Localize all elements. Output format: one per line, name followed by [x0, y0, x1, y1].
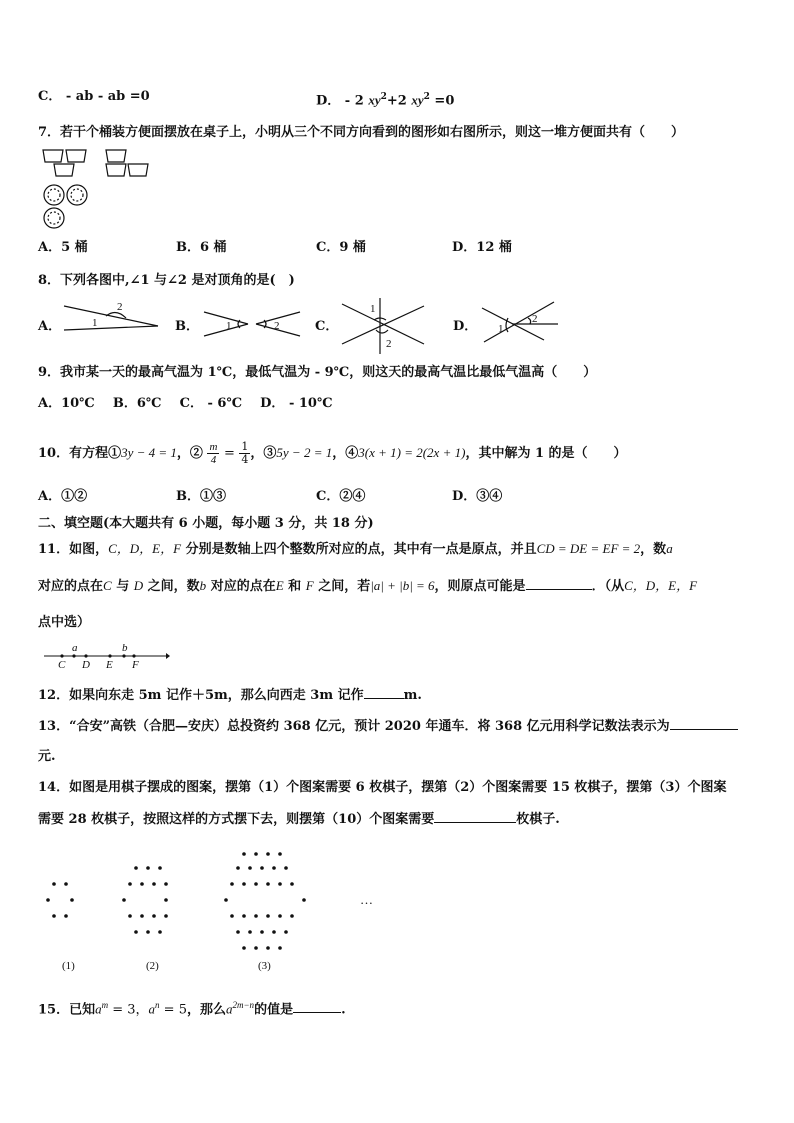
q11-var-a: a	[666, 541, 673, 556]
chess-piece-dot	[164, 898, 168, 902]
q11-line1	[38, 540, 673, 559]
section2-title: 二、填空题(本大题共有 6 小题，每小题 3 分，共 18 分)	[38, 516, 374, 531]
chess-piece-dot	[278, 852, 282, 856]
chess-piece-dot	[146, 866, 150, 870]
q12-text-a: 12．如果向东走 5m 记作＋5m，那么向西走 3m 记作	[38, 688, 364, 703]
chess-piece-dot	[158, 930, 162, 934]
q10-sep1: ，②	[176, 446, 203, 461]
q8-label-b: B．	[175, 319, 199, 334]
q10-eq4: 3(x + 1) = 2(2x + 1)	[358, 445, 466, 460]
q11-text-a: 11．如图，	[38, 542, 109, 557]
q7-option-d: D．12 桶	[452, 240, 512, 255]
chess-piece-dot	[164, 914, 168, 918]
q14-line2	[38, 810, 560, 829]
chess-piece-dot	[158, 866, 162, 870]
q14-text-b: 枚棋子.	[516, 812, 560, 827]
q10-option-d: D．③④	[452, 489, 503, 504]
q10-option-b: B．①③	[176, 489, 226, 504]
q9-option-d: D． - 10℃	[260, 396, 333, 411]
q11-var-b: b	[199, 578, 207, 593]
q8-label-d: D．	[453, 319, 478, 334]
q11-line2	[38, 577, 697, 596]
q6-d-xy2: xy	[411, 92, 424, 108]
chess-piece-dot	[284, 930, 288, 934]
chess-piece-dot	[278, 946, 282, 950]
q8-figure-b	[204, 306, 304, 336]
chess-piece-dot	[230, 882, 234, 886]
q14-label-3: (3)	[258, 960, 271, 972]
q8-stem: 8．下列各图中,∠1 与∠2 是对顶角的是( )	[38, 273, 295, 288]
q14-answer-blank[interactable]	[434, 810, 516, 823]
q11-var-d: D	[133, 578, 144, 593]
chess-piece-dot	[302, 898, 306, 902]
chess-piece-dot	[254, 852, 258, 856]
q9-option-c: C． - 6℃	[179, 396, 243, 411]
chess-piece-dot	[254, 882, 258, 886]
q11-pts: C，D，E，F	[108, 541, 182, 556]
q11-axis-c: C	[58, 659, 66, 671]
q15-am-exp: m	[101, 1000, 109, 1010]
chess-piece-dot	[284, 866, 288, 870]
q14-text-a: 需要 28 枚棋子，按照这样的方式摆下去，则摆第（10）个图案需要	[38, 812, 435, 827]
q14-pattern-figure	[40, 846, 390, 976]
q9-options	[38, 395, 333, 413]
chess-piece-dot	[260, 866, 264, 870]
q13-text-a: 13．“合安”高铁（合肥—安庆）总投资约 368 亿元，预计 2020 年通车．将 368 亿元用科学记数法表示为	[38, 719, 670, 734]
q10-stem	[38, 440, 627, 467]
q10-stem-b: ，其中解为 1 的是（ ）	[465, 446, 627, 461]
q6-d-xy1: xy	[368, 92, 381, 108]
q15-am: a	[95, 1001, 102, 1017]
q8-b-angle2: 2	[274, 320, 280, 332]
q15-an-val: = 5	[159, 1002, 187, 1018]
q10-stem-a: 10．有方程①	[38, 446, 122, 461]
q6-d-exp1: 2	[380, 92, 387, 102]
q11-text-c: ，数	[640, 542, 667, 557]
chess-piece-dot	[128, 914, 132, 918]
q6-d-prefix: D． - 2	[316, 93, 364, 109]
chess-piece-dot	[152, 914, 156, 918]
q11-axis-f: F	[132, 659, 139, 671]
q8-a-angle2: 2	[117, 301, 123, 313]
q14-ellipsis: …	[360, 892, 373, 907]
q11-text-2f: 之间，若	[313, 579, 371, 594]
chess-piece-dot	[224, 898, 228, 902]
q15-text-a: 15．已知	[38, 1002, 96, 1018]
q8-figure-d	[478, 298, 562, 344]
q8-figure-a	[62, 300, 162, 340]
q10-frac2	[239, 441, 250, 466]
q11-text-2c: 之间，数	[143, 579, 200, 594]
q8-label-a: A．	[38, 319, 62, 334]
q9-option-b: B．6℃	[112, 396, 162, 411]
chess-piece-dot	[46, 898, 50, 902]
chess-piece-dot	[134, 930, 138, 934]
chess-piece-dot	[260, 930, 264, 934]
q10-frac1-den: 4	[210, 454, 217, 466]
q15-stem	[38, 996, 346, 1019]
chess-piece-dot	[140, 914, 144, 918]
q9-stem: 9．我市某一天的最高气温为 1℃，最低气温为 - 9℃，则这天的最高气温比最低气温高（ ）	[38, 365, 597, 380]
chess-piece-dot	[52, 914, 56, 918]
q15-text-b: 的值是	[254, 1002, 294, 1018]
q7-option-a: A．5 桶	[38, 240, 88, 255]
chess-piece-dot	[152, 882, 156, 886]
q11-axis-a: a	[72, 642, 78, 654]
q15-a2-exp: 2m−n	[232, 1000, 255, 1010]
chess-piece-dot	[236, 866, 240, 870]
q11-choices: C，D，E，F	[624, 578, 698, 593]
q11-var-f: F	[305, 578, 314, 593]
chess-piece-dot	[266, 914, 270, 918]
chess-piece-dot	[254, 946, 258, 950]
q10-frac2-den: 4	[241, 453, 249, 466]
chess-piece-dot	[164, 882, 168, 886]
chess-piece-dot	[290, 882, 294, 886]
chess-piece-dot	[134, 866, 138, 870]
q11-text-2d: 对应的点在	[206, 579, 276, 594]
q6-option-c: C． - ab - ab =0	[38, 89, 150, 104]
q11-line3: 点中选）	[38, 615, 91, 630]
q15-an: a	[148, 1001, 156, 1017]
q11-text-2g: ，则原点可能是	[434, 579, 526, 594]
chess-piece-dot	[254, 914, 258, 918]
q11-text-2h: ．（从	[591, 579, 625, 594]
q6-option-d	[316, 88, 454, 110]
q7-three-views-figure	[40, 146, 140, 232]
q15-am-val: = 3，	[108, 1002, 149, 1018]
chess-piece-dot	[278, 882, 282, 886]
q10-frac1-num: m	[209, 441, 218, 453]
chess-piece-dot	[236, 930, 240, 934]
q14-label-1: (1)	[62, 960, 75, 972]
q8-label-c: C．	[315, 319, 339, 334]
q6-d-mid: +2	[386, 93, 407, 109]
q10-eq3: 5y − 2 = 1	[276, 445, 333, 460]
q9-option-a: A．10℃	[38, 396, 95, 411]
q11-var-c: C	[103, 578, 112, 593]
q11-number-line	[44, 642, 170, 671]
q15-an-exp: n	[155, 1000, 160, 1010]
chess-piece-dot	[248, 930, 252, 934]
q12-answer-blank[interactable]	[364, 686, 404, 699]
q7-option-c: C．9 桶	[316, 240, 366, 255]
q10-sep3: ，④	[332, 446, 359, 461]
chess-piece-dot	[64, 914, 68, 918]
q10-eq1: 3y − 4 = 1	[121, 445, 177, 460]
q10-option-a: A．①②	[38, 489, 88, 504]
q14-label-2: (2)	[146, 960, 159, 972]
chess-piece-dot	[266, 852, 270, 856]
q10-option-c: C．②④	[316, 489, 366, 504]
chess-piece-dot	[248, 866, 252, 870]
q13-answer-blank[interactable]	[670, 717, 738, 730]
chess-piece-dot	[128, 882, 132, 886]
q12-stem	[38, 686, 422, 705]
q8-c-angle2: 2	[386, 338, 392, 350]
q13-line2: 元.	[38, 749, 56, 764]
q10-sep2: ，③	[250, 446, 277, 461]
chess-piece-dot	[278, 914, 282, 918]
q11-axis-b: b	[122, 642, 128, 654]
q8-figure-c	[340, 298, 430, 354]
chess-piece-dot	[266, 882, 270, 886]
q8-d-angle2: 2	[532, 313, 538, 325]
chess-piece-dot	[52, 882, 56, 886]
q7-stem: 7．若干个桶装方便面摆放在桌子上，小明从三个不同方向看到的图形如右图所示，则这一堆方便面共有（ ）	[38, 125, 685, 140]
q10-frac1	[207, 441, 219, 466]
q6-d-suffix: =0	[434, 93, 455, 109]
q13-line1	[38, 717, 738, 736]
q11-var-e: E	[275, 578, 284, 593]
q7-option-b: B．6 桶	[176, 240, 227, 255]
chess-piece-dot	[230, 914, 234, 918]
q11-axis-d: D	[82, 659, 90, 671]
q14-line1: 14．如图是用棋子摆成的图案，摆第（1）个图案需要 6 枚棋子，摆第（2）个图案需要 15 枚棋子，摆第（3）个图案	[38, 780, 727, 795]
q8-d-angle1: 1	[498, 323, 504, 335]
chess-piece-dot	[242, 946, 246, 950]
q15-mid: ，那么	[186, 1002, 226, 1018]
q10-eq-sign: =	[223, 446, 235, 461]
q8-b-angle1: 1	[226, 320, 232, 332]
chess-piece-dot	[64, 882, 68, 886]
q11-abs: |a| + |b| = 6	[370, 578, 435, 593]
q11-text-b: 分别是数轴上四个整数所对应的点，其中有一点是原点，并且	[181, 542, 537, 557]
chess-piece-dot	[242, 882, 246, 886]
q8-a-angle1: 1	[92, 317, 98, 329]
q11-text-2b: 与	[111, 579, 134, 594]
q6-d-exp2: 2	[423, 92, 430, 102]
chess-piece-dot	[140, 882, 144, 886]
chess-piece-dot	[146, 930, 150, 934]
q15-answer-blank[interactable]	[293, 1000, 341, 1013]
q8-c-angle1: 1	[370, 303, 376, 315]
chess-piece-dot	[266, 946, 270, 950]
chess-piece-dot	[70, 898, 74, 902]
chess-piece-dot	[290, 914, 294, 918]
q11-text-2a: 对应的点在	[38, 579, 104, 594]
q12-text-b: m.	[403, 688, 422, 703]
chess-piece-dot	[272, 930, 276, 934]
q11-axis-e: E	[106, 659, 113, 671]
q15-a2: a	[225, 1001, 233, 1017]
chess-piece-dot	[122, 898, 126, 902]
q10-frac2-num: 1	[241, 440, 249, 453]
chess-piece-dot	[272, 866, 276, 870]
q15-end: .	[341, 1002, 346, 1018]
q11-answer-blank[interactable]	[526, 577, 592, 590]
q11-text-2e: 和	[283, 579, 306, 594]
q11-cond: CD = DE = EF = 2	[536, 541, 641, 556]
chess-piece-dot	[242, 852, 246, 856]
chess-piece-dot	[242, 914, 246, 918]
